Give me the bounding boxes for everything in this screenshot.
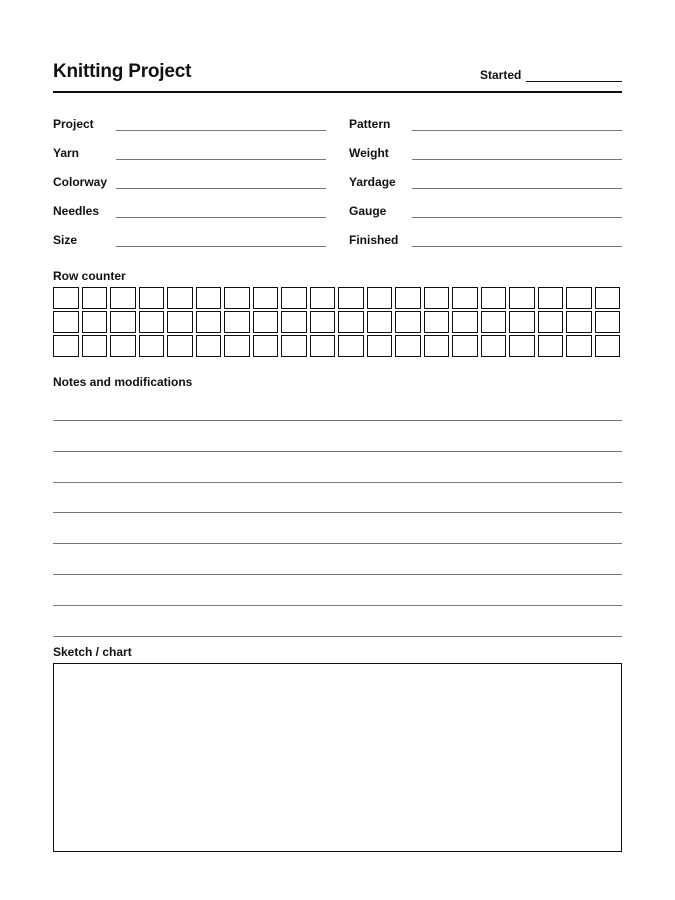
counter-cell[interactable] <box>424 287 450 309</box>
field-line-finished[interactable] <box>412 246 622 247</box>
counter-cell[interactable] <box>395 287 421 309</box>
row-counter-grid <box>53 287 620 357</box>
counter-cell[interactable] <box>509 311 535 333</box>
note-line[interactable] <box>53 482 622 483</box>
counter-cell[interactable] <box>281 287 307 309</box>
counter-cell[interactable] <box>196 287 222 309</box>
note-line[interactable] <box>53 543 622 544</box>
note-line[interactable] <box>53 451 622 452</box>
counter-cell[interactable] <box>509 335 535 357</box>
counter-cell[interactable] <box>538 287 564 309</box>
field-line-colorway[interactable] <box>116 188 326 189</box>
counter-cell[interactable] <box>538 335 564 357</box>
note-line[interactable] <box>53 605 622 606</box>
field-label-colorway: Colorway <box>53 175 108 189</box>
note-line[interactable] <box>53 574 622 575</box>
field-label-yardage: Yardage <box>349 175 396 189</box>
counter-cell[interactable] <box>224 287 250 309</box>
counter-cell[interactable] <box>395 335 421 357</box>
counter-cell[interactable] <box>253 335 279 357</box>
counter-cell[interactable] <box>53 311 79 333</box>
counter-cell[interactable] <box>566 311 592 333</box>
counter-cell[interactable] <box>224 311 250 333</box>
field-line-needles[interactable] <box>116 217 326 218</box>
counter-cell[interactable] <box>167 287 193 309</box>
counter-cell[interactable] <box>424 335 450 357</box>
counter-cell[interactable] <box>481 287 507 309</box>
counter-cell[interactable] <box>224 335 250 357</box>
counter-cell[interactable] <box>424 311 450 333</box>
row-counter-label: Row counter <box>53 269 126 283</box>
field-line-yarn[interactable] <box>116 159 326 160</box>
counter-cell[interactable] <box>139 335 165 357</box>
counter-cell[interactable] <box>253 311 279 333</box>
counter-cell[interactable] <box>110 335 136 357</box>
sketch-area[interactable] <box>53 663 622 852</box>
counter-cell[interactable] <box>110 311 136 333</box>
counter-cell[interactable] <box>509 287 535 309</box>
counter-cell[interactable] <box>82 311 108 333</box>
counter-cell[interactable] <box>253 287 279 309</box>
counter-cell[interactable] <box>310 335 336 357</box>
counter-cell[interactable] <box>110 287 136 309</box>
counter-cell[interactable] <box>566 287 592 309</box>
counter-cell[interactable] <box>395 311 421 333</box>
started-label: Started <box>480 68 522 82</box>
note-line[interactable] <box>53 420 622 421</box>
counter-cell[interactable] <box>310 311 336 333</box>
field-line-size[interactable] <box>116 246 326 247</box>
counter-cell[interactable] <box>53 335 79 357</box>
counter-cell[interactable] <box>481 311 507 333</box>
field-label-project: Project <box>53 117 94 131</box>
note-line[interactable] <box>53 636 622 637</box>
field-line-pattern[interactable] <box>412 130 622 131</box>
counter-cell[interactable] <box>367 335 393 357</box>
field-line-gauge[interactable] <box>412 217 622 218</box>
counter-cell[interactable] <box>538 311 564 333</box>
counter-cell[interactable] <box>595 287 621 309</box>
counter-cell[interactable] <box>167 311 193 333</box>
counter-cell[interactable] <box>139 311 165 333</box>
counter-cell[interactable] <box>82 287 108 309</box>
note-line[interactable] <box>53 512 622 513</box>
field-label-needles: Needles <box>53 204 100 218</box>
counter-cell[interactable] <box>82 335 108 357</box>
counter-cell[interactable] <box>452 311 478 333</box>
started-date-line[interactable] <box>526 81 622 82</box>
counter-cell[interactable] <box>367 287 393 309</box>
field-label-size: Size <box>53 233 78 247</box>
counter-cell[interactable] <box>595 335 621 357</box>
field-line-yardage[interactable] <box>412 188 622 189</box>
counter-cell[interactable] <box>139 287 165 309</box>
field-label-weight: Weight <box>349 146 389 160</box>
notes-label: Notes and modifications <box>53 375 193 389</box>
field-line-project[interactable] <box>116 130 326 131</box>
sketch-label: Sketch / chart <box>53 645 132 659</box>
field-label-pattern: Pattern <box>349 117 391 131</box>
page-title: Knitting Project <box>53 61 192 82</box>
counter-cell[interactable] <box>566 335 592 357</box>
header-divider <box>53 91 622 93</box>
counter-cell[interactable] <box>281 335 307 357</box>
counter-cell[interactable] <box>196 335 222 357</box>
counter-cell[interactable] <box>167 335 193 357</box>
counter-cell[interactable] <box>53 287 79 309</box>
counter-cell[interactable] <box>338 335 364 357</box>
field-label-finished: Finished <box>349 233 399 247</box>
field-label-gauge: Gauge <box>349 204 387 218</box>
counter-cell[interactable] <box>338 311 364 333</box>
counter-cell[interactable] <box>338 287 364 309</box>
counter-cell[interactable] <box>281 311 307 333</box>
counter-cell[interactable] <box>481 335 507 357</box>
field-line-weight[interactable] <box>412 159 622 160</box>
counter-cell[interactable] <box>452 287 478 309</box>
counter-cell[interactable] <box>196 311 222 333</box>
field-label-yarn: Yarn <box>53 146 80 160</box>
counter-cell[interactable] <box>310 287 336 309</box>
counter-cell[interactable] <box>367 311 393 333</box>
counter-cell[interactable] <box>595 311 621 333</box>
counter-cell[interactable] <box>452 335 478 357</box>
